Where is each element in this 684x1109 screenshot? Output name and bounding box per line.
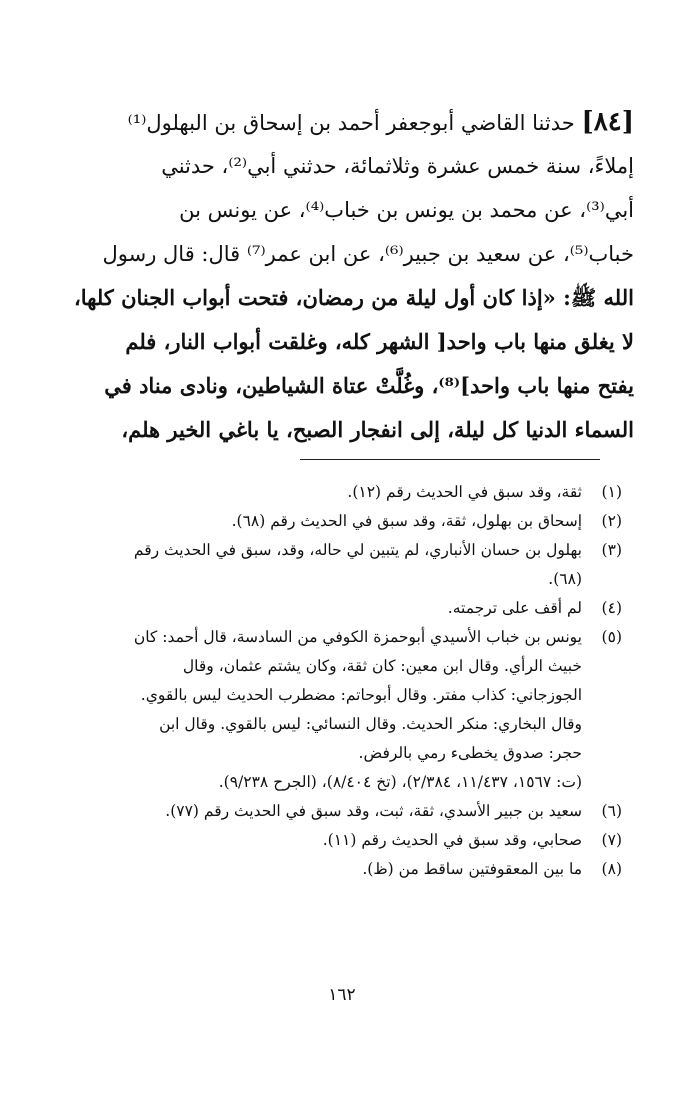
footnote-3	[30, 536, 622, 594]
footnote-number: (٢)	[601, 512, 622, 530]
main-line-2: إملاءً، سنة خمس عشرة وثلاثمائة، حدثني أبي⁽²⁾، حدثني	[161, 154, 634, 178]
main-line-6: لا يغلق منها باب واحد[ الشهر كله، وغلقت أبواب النار، فلم	[125, 329, 634, 354]
footnote-text: ثقة، وقد سبق في الحديث رقم (١٢).	[347, 483, 582, 501]
main-line-8: السماء الدنيا كل ليلة، إلى انفجار الصبح، يا باغي الخير هلم،	[121, 417, 634, 442]
hadith-number: [٨٤]	[581, 107, 634, 137]
footnote-5	[30, 623, 622, 797]
main-line-4: خباب⁽⁵⁾، عن سعيد بن جبير⁽⁶⁾، عن ابن عمر⁽⁷⁾ قال: قال رسول	[102, 242, 634, 266]
main-text	[36, 100, 634, 452]
footnote-text: يونس بن خباب الأسيدي أبوحمزة الكوفي من السادسة، قال أحمد: كان	[133, 628, 582, 646]
footnote-text: بهلول بن حسان الأنباري، لم يتبين لي حاله، وقد، سبق في الحديث رقم	[133, 541, 582, 559]
footnote-number: (٨)	[601, 860, 622, 878]
main-line-1: [٨٤] حدثنا القاضي أبوجعفر أحمد بن إسحاق بن البهلول⁽¹⁾	[127, 107, 634, 137]
footnote-text: حجر: صدوق يخطىء رمي بالرفض.	[358, 744, 582, 762]
footnote-2	[30, 507, 622, 536]
footnote-number: (٧)	[601, 831, 622, 849]
main-line-5: الله ﷺ: «إذا كان أول ليلة من رمضان، فتحت أبواب الجنان كلها،	[74, 285, 634, 310]
footnote-text: صحابي، وقد سبق في الحديث رقم (١١).	[322, 831, 582, 849]
main-line-3: أبي⁽³⁾، عن محمد بن يونس بن خباب⁽⁴⁾، عن يونس بن	[179, 198, 634, 222]
footnotes	[30, 478, 622, 884]
footnote-text: سعيد بن جبير الأسدي، ثقة، ثبت، وقد سبق في الحديث رقم (٧٧).	[165, 802, 582, 820]
footnote-number: (٤)	[601, 599, 622, 617]
footnote-text: (ت: ١٥٦٧، ١١/٤٣٧، ٢/٣٨٤)، (تخ ٨/٤٠٤)، (الجرح ٩/٢٣٨).	[218, 773, 582, 791]
footnote-text: وقال البخاري: منكر الحديث. وقال النسائي: ليس بالقوي. وقال ابن	[159, 715, 582, 733]
footnote-1	[30, 478, 622, 507]
footnote-text: الجوزجاني: كذاب مفتر. وقال أبوحاتم: مضطرب الحديث ليس بالقوي.	[140, 686, 582, 704]
footnote-text: إسحاق بن بهلول، ثقة، وقد سبق في الحديث رقم (٦٨).	[231, 512, 582, 530]
footnote-text: (٦٨).	[548, 570, 582, 588]
page-number: ١٦٢	[328, 985, 356, 1005]
footnote-text: خبيث الرأي. وقال ابن معين: كان ثقة، وكان يشتم عثمان، وقال	[182, 657, 582, 675]
footnote-7	[30, 826, 622, 855]
footnote-4	[30, 594, 622, 623]
footnote-number: (٦)	[601, 802, 622, 820]
footnote-text: لم أقف على ترجمته.	[447, 599, 582, 617]
footnote-number: (٣)	[601, 541, 622, 559]
footnote-8	[30, 855, 622, 884]
footnote-text: ما بين المعقوفتين ساقط من (ظ).	[362, 860, 582, 878]
footnote-number: (٥)	[601, 628, 622, 646]
footnote-6	[30, 797, 622, 826]
footnote-number: (١)	[601, 483, 622, 501]
main-line-7: يفتح منها باب واحد]⁽⁸⁾، وغُلَّتْ عتاة الشياطين، ونادى مناد في	[104, 373, 634, 398]
footnote-divider	[300, 459, 600, 460]
